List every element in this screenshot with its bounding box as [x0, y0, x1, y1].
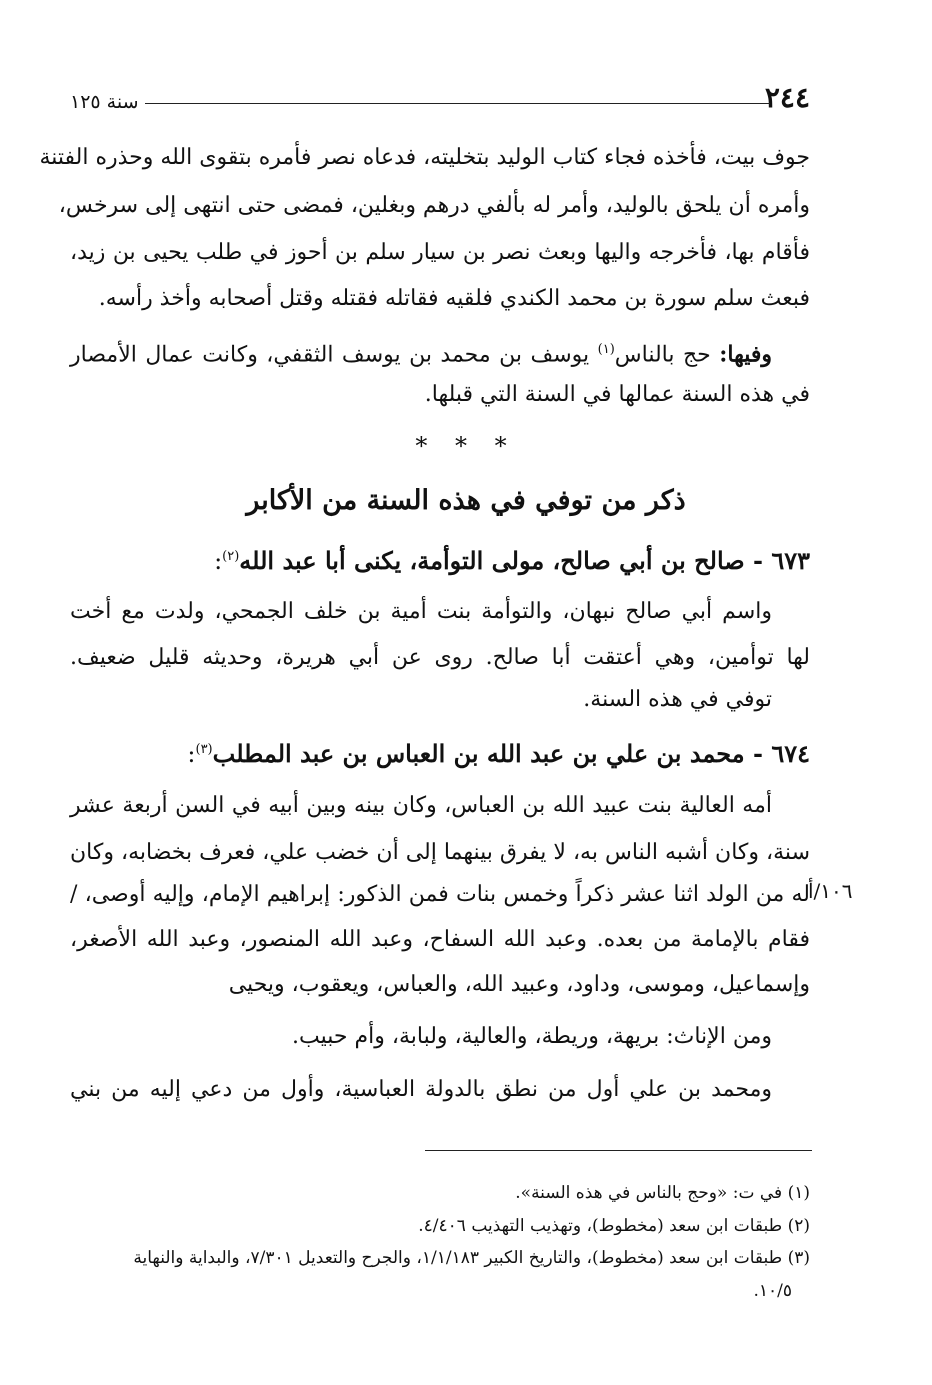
text-line: وإسماعيل، وموسى، وداود، وعبيد الله، والعباس، ويعقوب، ويحيى [228, 972, 810, 997]
footnote: (٣) طبقات ابن سعد (مخطوط)، والتاريخ الكبير ١/١/١٨٣، والجرح والتعديل ٧/٣٠١، والبداية والنهاية [133, 1248, 810, 1268]
footnote-ref: (١) [597, 342, 615, 357]
biography-heading-text: ٦٧٤ - محمد بن علي بن عبد الله بن العباس بن عبد المطلب [212, 739, 810, 768]
colon: : [187, 740, 196, 768]
footnote-ref: (٢) [222, 549, 240, 564]
running-head: سنة ١٢٥ [70, 91, 139, 113]
text-line: توفي في هذه السنة. [583, 687, 772, 712]
text-line: لها توأمين، وهي أعتقت أبا صالح. روى عن أبي هريرة، وحديثه قليل ضعيف. [70, 645, 810, 670]
text-line: له من الولد اثنا عشر ذكراً وخمس بنات فمن الذكور: إبراهيم الإمام، وإليه أوصى، / [70, 882, 810, 907]
text-line: ومحمد بن علي أول من نطق بالدولة العباسية، وأول من دعي إليه من بني [70, 1077, 772, 1102]
text-line: وأمره أن يلحق بالوليد، وأمر له بألفي درهم وبغلين، فمضى حتى انتهى إلى سرخس، [58, 193, 810, 218]
header-rule [145, 103, 770, 104]
colon: : [214, 547, 223, 575]
text-line: واسم أبي صالح نبهان، والتوأمة بنت أمية بن خلف الجمحي، ولدت مع أخت [70, 599, 772, 624]
section-title: ذكر من توفي في هذه السنة من الأكابر [246, 485, 686, 516]
text-line: فقام بالإمامة من بعده. وعبد الله السفاح، وعبد الله المنصور، وعبد الله الأصغر، [70, 927, 810, 952]
text-line: أمه العالية بنت عبيد الله بن العباس، وكان بينه وبين أبيه في السن أربعة عشر [70, 793, 772, 818]
text-line: ومن الإناث: بريهة، وريطة، والعالية، ولبابة، وأم حبيب. [292, 1024, 772, 1049]
footnote: (١) في ت: «وحج بالناس في هذه السنة». [515, 1183, 810, 1203]
text-fragment: حج بالناس [614, 342, 711, 368]
footnote-ref: (٣) [195, 742, 213, 757]
biography-heading-text: ٦٧٣ - صالح بن أبي صالح، مولى التوأمة، يكنى أبا عبد الله [239, 546, 810, 575]
page-number: ٢٤٤ [764, 81, 810, 114]
lead-word: وفيها: [719, 341, 772, 368]
margin-folio-note: ١٠٦/أ [808, 879, 853, 903]
biography-heading [70, 733, 810, 771]
section-separator: * * * [415, 432, 517, 460]
text-line [70, 335, 772, 370]
biography-heading [70, 540, 810, 578]
footnote-rule [425, 1150, 812, 1151]
text-line: فبعث سلم سورة بن محمد الكندي فلقيه فقاتله فقتله وقتل أصحابه وأخذ رأسه. [98, 286, 810, 311]
footnote: ١٠/٥. [753, 1281, 792, 1301]
text-line: سنة، وكان أشبه الناس به، لا يفرق بينهما إلى أن خضب علي، فعرف بخضابه، وكان [70, 840, 810, 865]
text-line: جوف بيت، فأخذه فجاء كتاب الوليد بتخليته، فدعاه نصر فأمره بتقوى الله وحذره الفتنة [39, 145, 810, 170]
text-line: في هذه السنة عمالها في السنة التي قبلها. [424, 382, 810, 407]
text-line: فأقام بها، فأخرجه واليها وبعث نصر بن سيار سلم بن أحوز في طلب يحيى بن زيد، [70, 240, 810, 265]
footnote: (٢) طبقات ابن سعد (مخطوط)، وتهذيب التهذيب ٤/٤٠٦. [418, 1216, 810, 1236]
text-fragment: يوسف بن محمد بن يوسف الثقفي، وكانت عمال الأمصار [70, 342, 590, 368]
